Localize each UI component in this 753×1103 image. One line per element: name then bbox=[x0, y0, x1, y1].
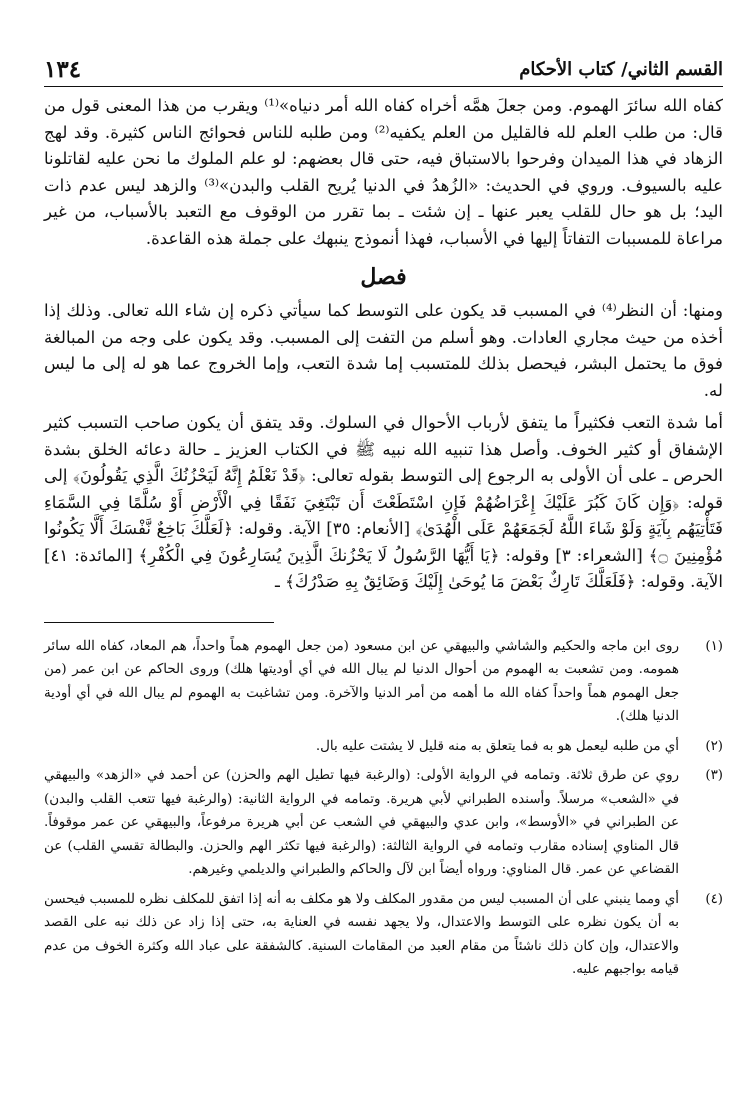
footnote bbox=[44, 635, 723, 729]
footnote-text: روى ابن ماجه والحكيم والشاشي والبيهقي عن ابن مسعود (من جعل الهموم هماً واحداً، هم المعاد، كفاه الله سائر همومه. ومن تشعبت به الهموم من أحوال الدنيا لم يبال الله في أي أوديتها هلك) وروى الحاكم عن ابن عمر (من جعل الهموم هماً واحداً كفاه الله ما أهمه من أمر الدنيا والآخرة. ومن تشاغبت به الهموم لم يبال الله في أي أودية الدنيا هلك). bbox=[44, 638, 679, 724]
page-number: ١٣٤ bbox=[44, 55, 82, 83]
footnote-text: أي ومما ينبني على أن المسبب ليس من مقدور المكلف ولا هو مكلف به أنه إذا اتفق للمكلف نظره للمسبب فيحسن به أن يكون نظره على التوسط والاعتدال، ولا يجهد نفسه في العناية به، حتى إذا زاد عن ذلك نبه على القصد والاعتدال، وإن كان ذلك ناشئاً من مقام العبد من المقامات السنية. كالشفقة على عباد الله وكثرة الخوف من عدم قيامه بواجبهم عليه. bbox=[44, 891, 679, 977]
footnote bbox=[44, 888, 723, 982]
footnote-number: (٣) bbox=[705, 768, 723, 783]
body-text bbox=[44, 93, 723, 596]
book-page bbox=[44, 52, 723, 1103]
footnote bbox=[44, 735, 723, 759]
footnote-number: (٤) bbox=[705, 891, 723, 907]
running-header bbox=[44, 52, 723, 87]
footnote-number: (٢) bbox=[705, 738, 723, 754]
footnote-number: (١) bbox=[705, 638, 723, 654]
section-heading: فصل bbox=[360, 264, 407, 290]
header-title: القسم الثاني/ كتاب الأحكام bbox=[519, 58, 723, 80]
paragraph: كفاه الله سائرَ الهموم. ومن جعلَ همَّه أخراه كفاه الله أمر دنياه»⁽¹⁾ ويقرب من هذا المعنى قول من قال: من طلب العلم لله فالقليل من العلم يكفيه⁽²⁾ ومن طلبه للناس فحوائج الناس كثيرة. وقد لهج الزهاد في هذا الميدان وفرحوا بالاستباق فيه، حتى قال بعضهم: لو علم الملوك ما نحن عليه لقاتلونا عليه بالسيوف. وروي في الحديث: «الزُهدُ في الدنيا يُريح القلب والبدن»⁽³⁾ والزهد ليس عدم ذات اليد؛ بل هو حال للقلب يعبر عنها ـ إن شئت ـ بما تقرر من الوقوف مع التعبد بالأسباب، من غير مراعاة للمسببات التفاتاً إليها في الأسباب، فهذا أنموذج ينبهك على جملة هذه القاعدة. bbox=[44, 96, 723, 248]
footnotes bbox=[44, 635, 723, 982]
footnote-separator bbox=[44, 622, 274, 623]
paragraph: أما شدة التعب فكثيراً ما يتفق لأرباب الأحوال في السلوك. وقد يتفق أن يكون صاحب التسبب كثير الإشفاق أو كثير الخوف. وأصل هذا تنبيه الله نبيه ﷺ في الكتاب العزيز ـ حالة دعائه الخلق بشدة الحرص ـ على أن الأولى به الرجوع إلى التوسط بقوله تعالى: ﴿قَدْ نَعْلَمُ إِنَّهُ لَيَحْزُنُكَ الَّذِي يَقُولُونَ﴾ إلى قوله: ﴿وَإِن كَانَ كَبُرَ عَلَيْكَ إِعْرَاضُهُمْ فَإِنِ اسْتَطَعْتَ أَن تَبْتَغِيَ نَفَقًا فِي الْأَرْضِ أَوْ سُلَّمًا فِي السَّمَاءِ فَتَأْتِيَهُم بِآيَةٍ وَلَوْ شَاءَ اللَّهُ لَجَمَعَهُمْ عَلَى الْهُدَىٰ﴾ [الأنعام: ٣٥] الآية. وقوله: ﴿لَعَلَّكَ بَاخِعٌ نَّفْسَكَ أَلَّا يَكُونُوا مُؤْمِنِينَ ۝﴾ [الشعراء: ٣] وقوله: ﴿يَا أَيُّهَا الرَّسُولُ لَا يَحْزُنكَ الَّذِينَ يُسَارِعُونَ فِي الْكُفْرِ﴾ [المائدة: ٤١] الآية. وقوله: ﴿فَلَعَلَّكَ تَارِكٌ بَعْضَ مَا يُوحَىٰ إِلَيْكَ وَضَائِقٌ بِهِ صَدْرُكَ﴾ ـ bbox=[44, 413, 723, 591]
footnote-text: أي من طلبه ليعمل هو به فما يتعلق به منه قليل لا يشتت عليه بال. bbox=[315, 738, 679, 754]
footnote-text: روي عن طرق ثلاثة. وتمامه في الرواية الأولى: (والرغبة فيها تطيل الهم والحزن) عن أحمد في «الزهد» والبيهقي في «الشعب» مرسلاً. وأسنده الطبراني لأبي هريرة. وتمامه في الرواية الثانية: (والرغبة فيها تتعب القلب والبدن) عن الطبراني في «الأوسط»، وابن عدي والبيهقي في الشعب عن أبي هريرة مرفوعاً، والبيهقي عن عمر موقوفاً. قال المناوي إسناده مقارب وتمامه في الرواية الثالثة: (والرغبة فيها تكثر الهم والحزن. والبطالة تقسي القلب) عن القضاعي عن عمر. قال المناوي: ورواه أيضاً ابن لآل والحاكم والطبراني والديلمي وغيرهم. bbox=[44, 768, 679, 877]
footnote bbox=[44, 764, 723, 882]
paragraph: ومنها: أن النظر⁽⁴⁾ في المسبب قد يكون على التوسط كما سيأتي ذكره إن شاء الله تعالى. وذلك إذا أخذه من حيث مجاري العادات. وهو أسلم من التفت إلى المسبب. وقد يكون على وجه من المبالغة فوق ما يحتمل البشر، فيحصل بذلك للمتسبب إما شدة التعب، وإما الخروج عما هو له إلى ما ليس له. bbox=[44, 301, 723, 400]
